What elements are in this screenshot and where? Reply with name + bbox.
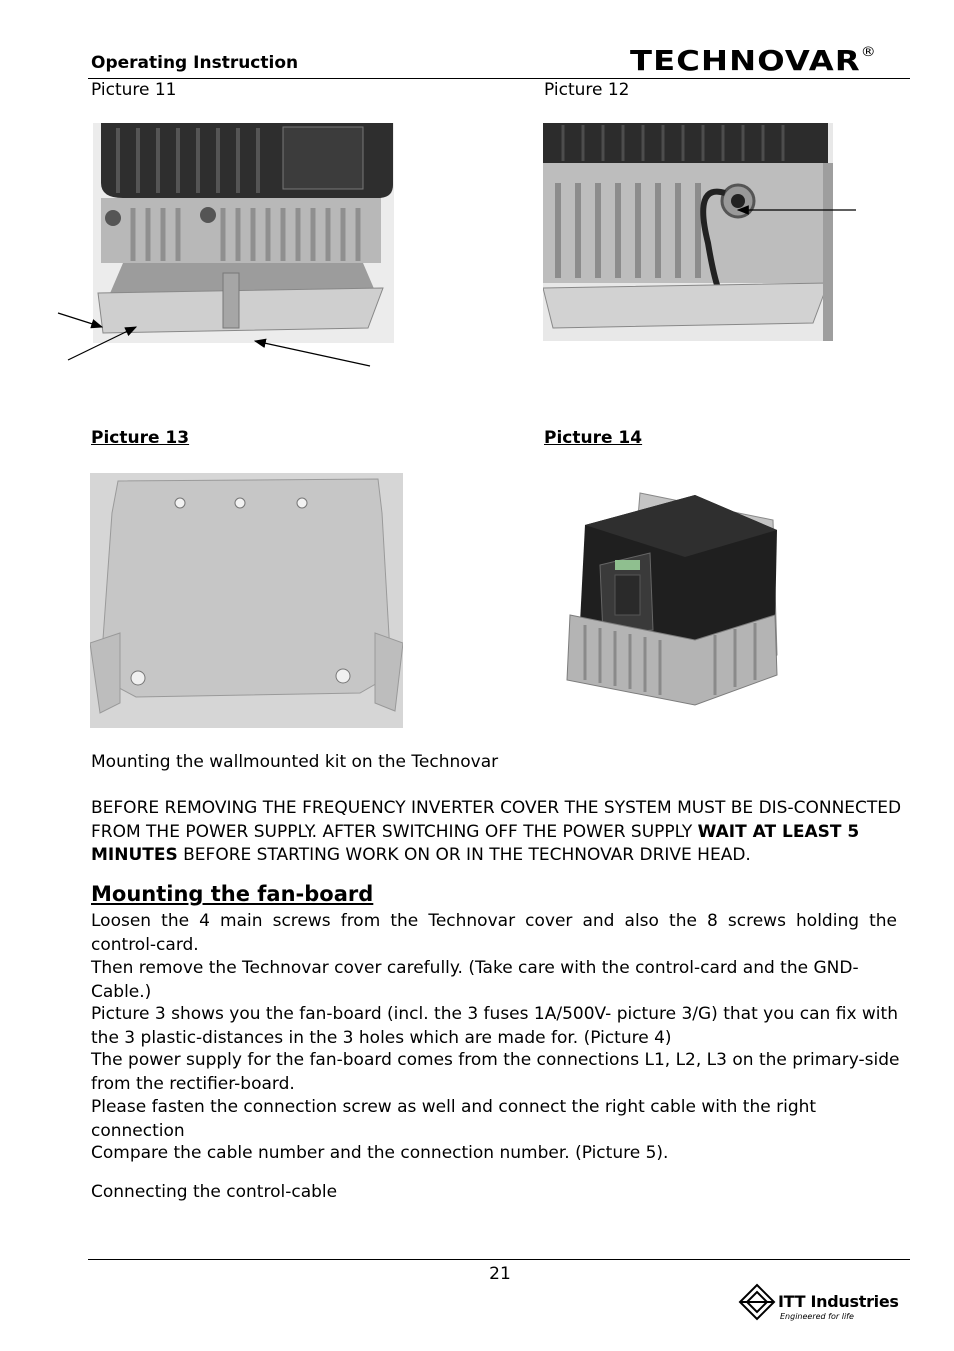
warning-text-b: BEFORE STARTING WORK ON OR IN THE TECHNOVAR DRIVE HEAD. (177, 845, 751, 865)
caption-picture-13: Picture 13 (91, 428, 190, 448)
company-name: ITT Industries (778, 1292, 899, 1311)
caption-picture-12: Picture 12 (544, 80, 630, 100)
warning-text-a: BEFORE REMOVING THE FREQUENCY INVERTER COVER THE SYSTEM MUST BE DIS-CONNECTED FROM THE POWER SUPPLY. AFTER SWITCHING OFF THE POWER SUPPLY (91, 798, 902, 842)
picture-13-photo (90, 473, 403, 728)
registered-mark: ® (860, 44, 877, 60)
page-number: 21 (489, 1264, 511, 1284)
paragraph-3: Picture 3 shows you the fan-board (incl. the 3 fuses 1A/500V- picture 3/G) that you can fix with the 3 plastic-distances in the 3 holes which are made for. (Picture 4) (91, 1004, 898, 1048)
caption-picture-14: Picture 14 (544, 428, 643, 448)
caption-picture-11: Picture 11 (91, 80, 177, 100)
technovar-logo (630, 44, 877, 77)
picture-11-arrows (50, 300, 390, 380)
header-divider (88, 78, 910, 79)
footer-divider (88, 1259, 910, 1260)
paragraph-6: Compare the cable number and the connection number. (Picture 5). (91, 1143, 669, 1163)
safety-warning (91, 797, 909, 868)
section-heading: Mounting the fan-board (91, 882, 374, 906)
picture-14-photo (545, 475, 800, 730)
paragraph-4: The power supply for the fan-board comes from the connections L1, L2, L3 on the primary-side from the rectifier-board. (91, 1050, 900, 1094)
itt-logo-icon (738, 1283, 776, 1321)
warning-text-bold: WAIT AT LEAST 5 MINUTES (91, 821, 860, 865)
picture-12-arrow (730, 200, 860, 220)
header-title: Operating Instruction (91, 53, 299, 73)
paragraph-2: Then remove the Technovar cover carefully. (Take care with the control-card and the GND-Cable.) (91, 958, 859, 1002)
brand-name: TECHNOVAR (630, 44, 861, 77)
paragraph-7: Connecting the control-cable (91, 1182, 338, 1202)
mounting-kit-line: Mounting the wallmounted kit on the Technovar (91, 752, 499, 772)
paragraph-5: Please fasten the connection screw as well and connect the right cable with the right connection (91, 1097, 817, 1141)
picture-12-photo (543, 123, 833, 341)
company-tagline: Engineered for life (780, 1312, 854, 1321)
paragraph-1: Loosen the 4 main screws from the Technovar cover and also the 8 screws holding the control-card. (91, 911, 897, 955)
